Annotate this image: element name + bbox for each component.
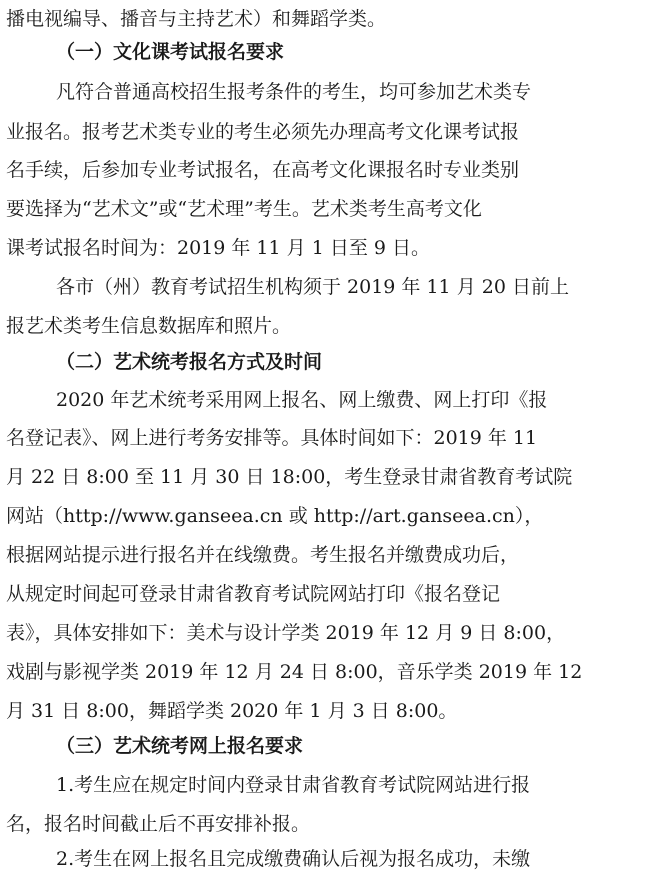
body-line-14: 网站（http://www.ganseea.cn 或 http://art.ganseea.cn）， xyxy=(6,505,544,527)
section-heading-1: （一）文化课考试报名要求 xyxy=(56,41,285,63)
body-line-5: 名手续，后参加专业考试报名，在高考文化课报名时专业类别 xyxy=(6,159,520,181)
body-line-12: 名登记表》、网上进行考务安排等。具体时间如下：2019 年 11 xyxy=(6,427,538,449)
body-line-6: 要选择为“艺术文”或“艺术理”考生。艺术类考生高考文化 xyxy=(6,198,482,220)
body-line-1: 播电视编导、播音与主持艺术）和舞蹈学类。 xyxy=(6,8,387,30)
body-line-9: 报艺术类考生信息数据库和照片。 xyxy=(6,315,292,337)
body-line-8: 各市（州）教育考试招生机构须于 2019 年 11 月 20 日前上 xyxy=(56,276,569,298)
section-heading-2: （二）艺术统考报名方式及时间 xyxy=(56,351,323,373)
body-line-19: 月 31 日 8:00，舞蹈学类 2020 年 1 月 3 日 8:00。 xyxy=(6,700,458,722)
body-line-18: 戏剧与影视学类 2019 年 12 月 24 日 8:00，音乐学类 2019 年 12 xyxy=(6,661,583,683)
body-line-16: 从规定时间起可登录甘肃省教育考试院网站打印《报名登记 xyxy=(6,583,501,605)
body-line-4: 业报名。报考艺术类专业的考生必须先办理高考文化课考试报 xyxy=(6,121,520,143)
body-line-3: 凡符合普通高校招生报考条件的考生，均可参加艺术类专 xyxy=(56,81,532,103)
body-line-21: 1.考生应在规定时间内登录甘肃省教育考试院网站进行报 xyxy=(56,774,531,796)
section-heading-3: （三）艺术统考网上报名要求 xyxy=(56,735,304,757)
body-line-7: 课考试报名时间为：2019 年 11 月 1 日至 9 日。 xyxy=(6,237,430,259)
body-line-23: 2.考生在网上报名且完成缴费确认后视为报名成功，未缴 xyxy=(56,848,531,870)
body-line-15: 根据网站提示进行报名并在线缴费。考生报名并缴费成功后， xyxy=(6,544,520,566)
body-line-11: 2020 年艺术统考采用网上报名、网上缴费、网上打印《报 xyxy=(56,389,548,411)
body-line-22: 名，报名时间截止后不再安排补报。 xyxy=(6,813,311,835)
body-line-13: 月 22 日 8:00 至 11 月 30 日 18:00，考生登录甘肃省教育考试院 xyxy=(6,466,573,488)
body-line-17: 表》，具体安排如下：美术与设计学类 2019 年 12 月 9 日 8:00， xyxy=(6,622,566,644)
